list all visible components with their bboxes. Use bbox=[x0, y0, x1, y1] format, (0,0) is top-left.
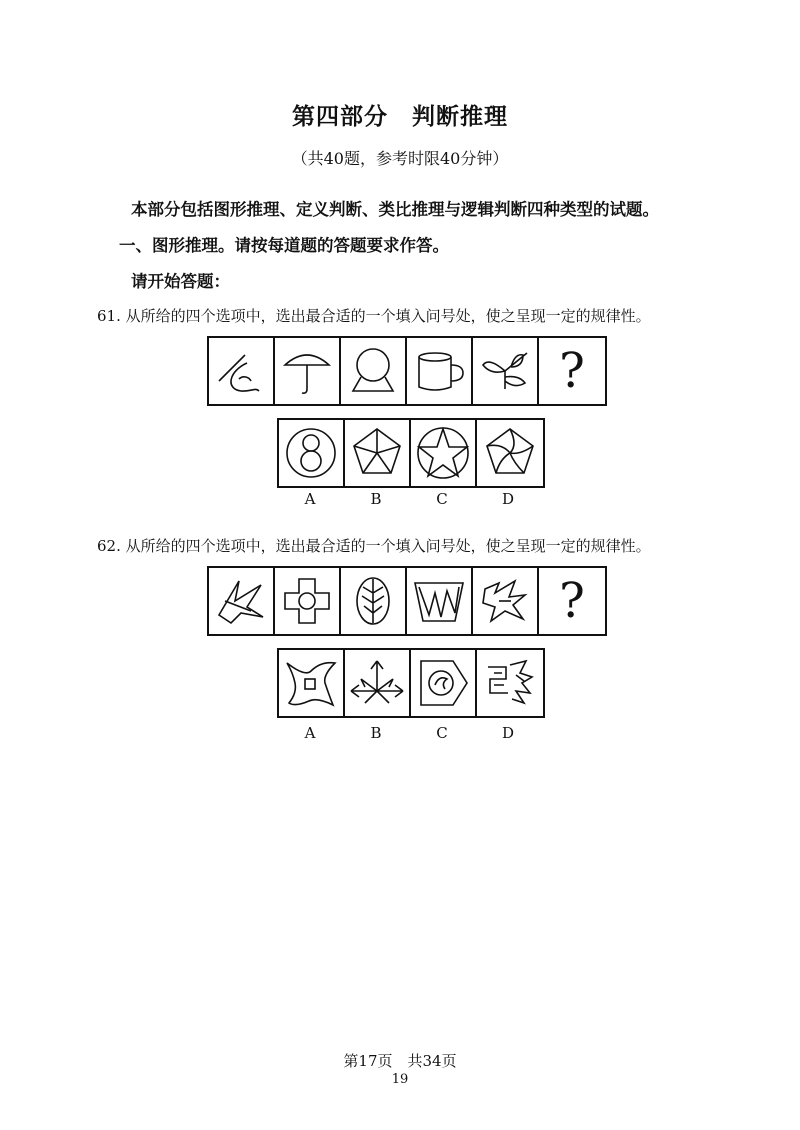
option-label-d[interactable]: D bbox=[501, 724, 515, 742]
option-label-c[interactable]: C bbox=[436, 724, 448, 742]
q62-option-c-figure[interactable] bbox=[411, 650, 477, 716]
option-label-c[interactable]: C bbox=[436, 490, 448, 508]
intro-description: 本部分包括图形推理、定义判断、类比推理与逻辑判断四种类型的试题。 bbox=[131, 200, 659, 219]
q62-figure-1 bbox=[209, 568, 275, 634]
q61-figure-globe bbox=[341, 338, 407, 404]
option-label-b[interactable]: B bbox=[370, 724, 382, 742]
q62-question-mark: ? bbox=[559, 573, 585, 629]
question-62-text bbox=[97, 535, 651, 556]
q62-option-d-figure[interactable] bbox=[477, 650, 543, 716]
question-number: 62. bbox=[97, 537, 121, 555]
page-subtitle: （共40题，参考时限40分钟） bbox=[291, 149, 509, 168]
question-62-sequence bbox=[207, 566, 607, 636]
option-label-a[interactable]: A bbox=[304, 490, 316, 508]
question-prompt: 从所给的四个选项中，选出最合适的一个填入问号处，使之呈现一定的规律性。 bbox=[125, 307, 651, 325]
page-title: 第四部分 判断推理 bbox=[292, 104, 508, 130]
question-62-options bbox=[277, 648, 545, 718]
start-prompt: 请开始答题： bbox=[131, 272, 230, 291]
q62-option-b-figure[interactable] bbox=[345, 650, 411, 716]
q62-figure-4 bbox=[407, 568, 473, 634]
q62-figure-cross bbox=[275, 568, 341, 634]
q61-figure-leaves bbox=[473, 338, 539, 404]
question-number: 61. bbox=[97, 307, 121, 325]
q61-question-mark: ? bbox=[559, 343, 585, 399]
q62-figure-leaf bbox=[341, 568, 407, 634]
q61-figure-umbrella bbox=[275, 338, 341, 404]
q61-option-a-figure[interactable] bbox=[279, 420, 345, 486]
question-61-option-labels bbox=[277, 490, 541, 508]
q62-figure-5 bbox=[473, 568, 539, 634]
option-label-d[interactable]: D bbox=[501, 490, 515, 508]
q61-figure-mug bbox=[407, 338, 473, 404]
section-heading: 一、图形推理。请按每道题的答题要求作答。 bbox=[119, 236, 449, 255]
q61-option-b-figure[interactable] bbox=[345, 420, 411, 486]
page-number: 19 bbox=[391, 1072, 409, 1087]
q62-option-a-figure[interactable] bbox=[279, 650, 345, 716]
option-label-b[interactable]: B bbox=[370, 490, 382, 508]
question-61-text bbox=[97, 305, 651, 326]
question-62-option-labels bbox=[277, 724, 541, 742]
question-61-sequence bbox=[207, 336, 607, 406]
option-label-a[interactable]: A bbox=[304, 724, 316, 742]
question-61-options bbox=[277, 418, 545, 488]
page-footer-info: 第17页 共34页 bbox=[343, 1052, 457, 1070]
q61-option-d-figure[interactable] bbox=[477, 420, 543, 486]
question-prompt: 从所给的四个选项中，选出最合适的一个填入问号处，使之呈现一定的规律性。 bbox=[125, 537, 651, 555]
q61-option-c-figure[interactable] bbox=[411, 420, 477, 486]
q61-figure-1 bbox=[209, 338, 275, 404]
